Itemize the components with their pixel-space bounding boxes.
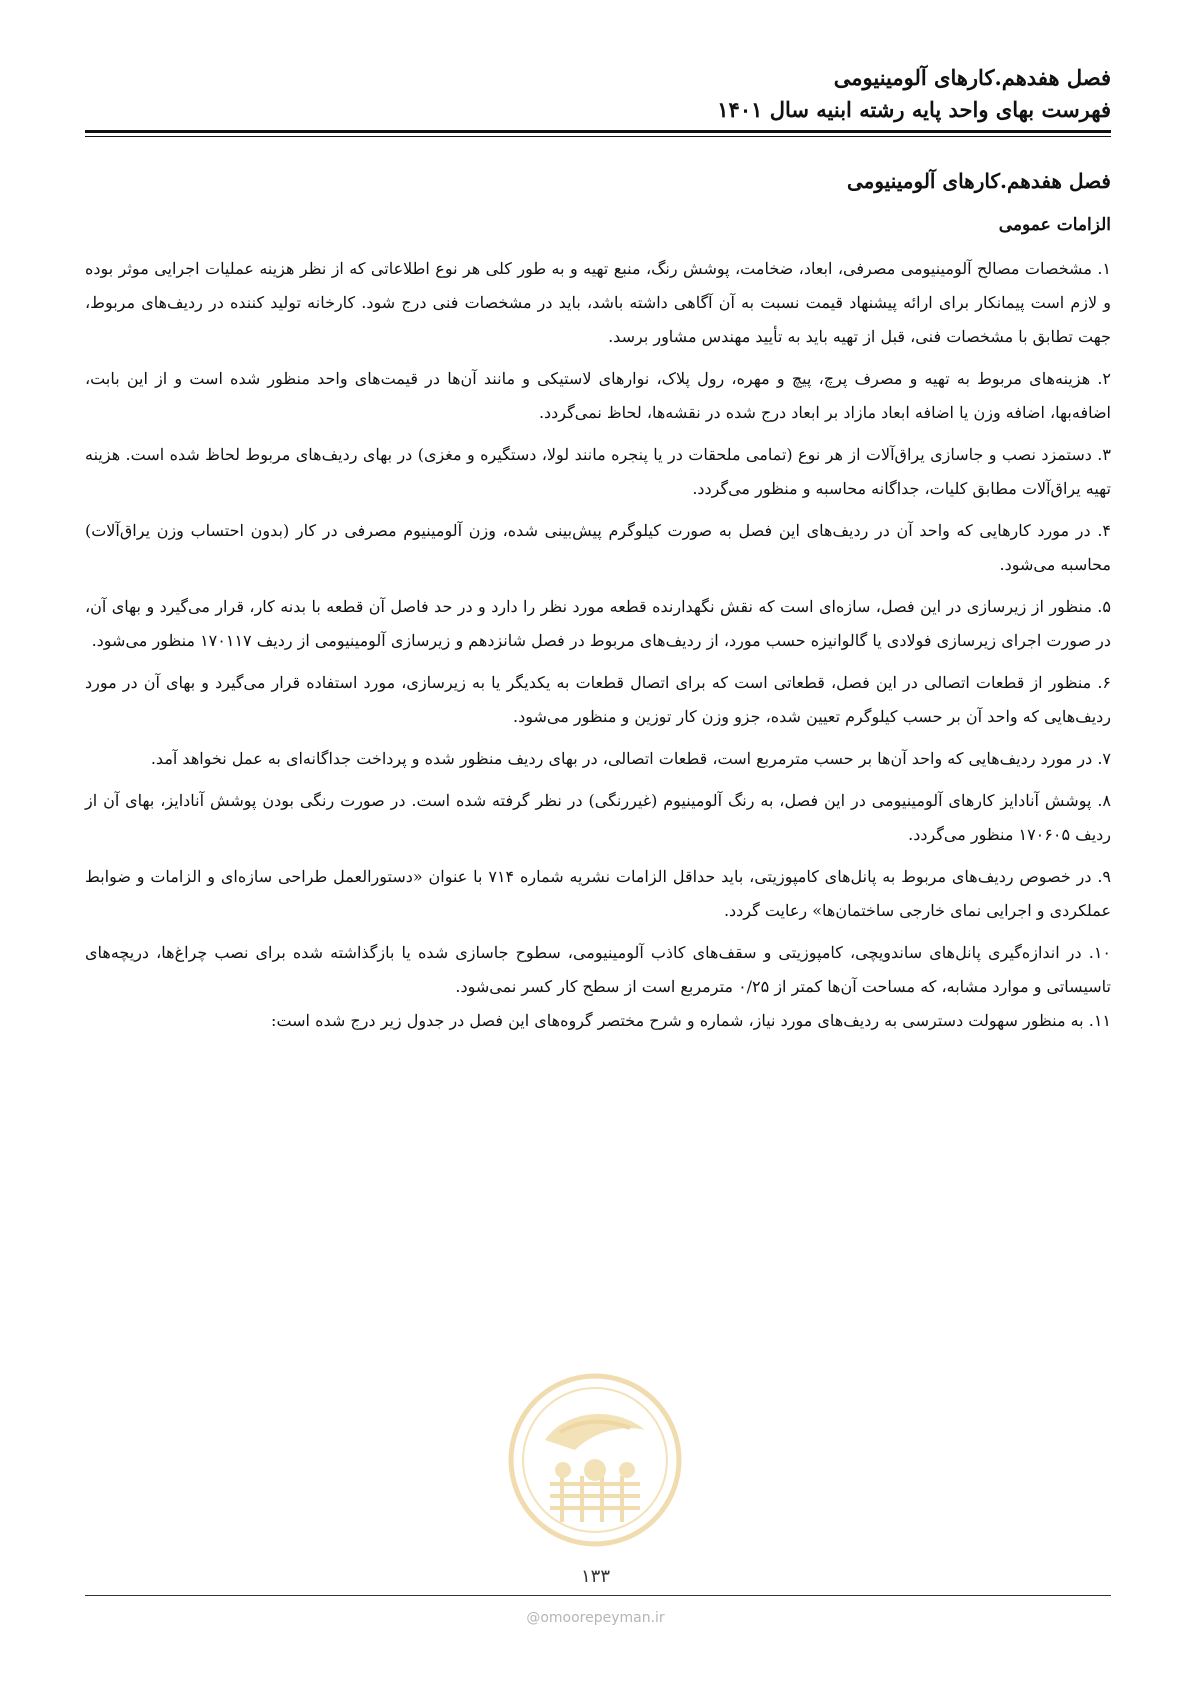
footer-site-link[interactable]: @omoorepeyman.ir — [526, 1610, 665, 1626]
chapter-title: فصل هفدهم.کارهای آلومینیومی — [846, 169, 1111, 193]
paragraph-8: ۸. پوشش آنادایز کارهای آلومینیومی در این فصل، به رنگ آلومینیوم (غیررنگی) در نظر گرفته شده است. در صورت رنگی بودن پوشش آنادایز، بهای آن از ردیف ۱۷۰۶۰۵ منظور می‌گردد. — [85, 791, 1112, 844]
section-title: الزامات عمومی — [998, 215, 1111, 235]
paragraph-3: ۳. دستمزد نصب و جاسازی یراق‌آلات از هر نوع (تمامی ملحقات در یا پنجره مانند لولا، دستگیره و مغزی) در بهای ردیف‌های مربوط لحاظ شده است. هزینه تهیه یراق‌آلات مطابق کلیات، جداگانه محاسبه و منظور می‌گردد. — [85, 445, 1111, 498]
paragraph-10: ۱۰. در اندازه‌گیری پانل‌های ساندویچی، کامپوزیتی و سقف‌های کاذب آلومینیومی، سطوح جاسازی شده یا بازگذاشته شده برای نصب چراغ‌ها، دریچه‌های تاسیساتی و موارد مشابه، که مساحت آن‌ها کمتر از ۰/۲۵ مترمربع است از سطح کار کسر نمی‌شود. — [85, 943, 1111, 996]
paragraph-9: ۹. در خصوص ردیف‌های مربوط به پانل‌های کامپوزیتی، باید حداقل الزامات نشریه شماره ۷۱۴ با عنوان «دستورالعمل طراحی سازه‌ای و الزامات و ضوابط عملکردی و اجرایی نمای خارجی ساختمان‌ها» رعایت گردد. — [85, 867, 1112, 920]
header-chapter-title: فصل هفدهم.کارهای آلومینیومی — [833, 65, 1111, 90]
paragraph-6: ۶. منظور از قطعات اتصالی در این فصل، قطعاتی است که برای اتصال قطعات به یکدیگر یا به زیرسازی، مورد استفاده قرار می‌گیرد و بهای آن در مورد ردیف‌هایی که واحد آن بر حسب کیلوگرم تعیین شده، جزو وزن کار توزین و منظور می‌شود. — [85, 673, 1111, 726]
paragraph-5: ۵. منظور از زیرسازی در این فصل، سازه‌ای است که نقش نگهدارنده قطعه مورد نظر را دارد و در حد فاصل آن قطعه با بدنه کار، قرار می‌گیرد و بهای آن، در صورت اجرای زیرسازی فولادی یا گالوانیزه حسب مورد، از ردیف‌های مربوط در فصل شانزدهم و زیرسازی آلومینیومی از ردیف ۱۷۰۱۱۷ منظور می‌شود. — [85, 597, 1111, 650]
paragraph-7: ۷. در مورد ردیف‌هایی که واحد آن‌ها بر حسب مترمربع است، قطعات اتصالی، در بهای ردیف منظور شده و پرداخت جداگانه‌ای به عمل نخواهد آمد. — [150, 749, 1111, 768]
paragraph-1: ۱. مشخصات مصالح آلومینیومی مصرفی، ابعاد، ضخامت، پوشش رنگ، منبع تهیه و به طور کلی هر نوع اطلاعاتی که از نظر هزینه عملیات اجرایی موثر بوده و لازم است پیمانکار برای ارائه پیشنهاد قیمت نسبت به آن آگاهی داشته باشد، باید در مشخصات فنی درج شود. کارخانه تولید کننده در ردیف‌های مربوط، جهت تطابق با مشخصات فنی، قبل از تهیه باید به تأیید مهندس مشاور برسد. — [85, 259, 1111, 346]
header-divider-thick — [85, 130, 1111, 133]
page-number: ۱۳۳ — [580, 1566, 610, 1587]
watermark-logo-icon — [505, 1370, 685, 1550]
footer-divider — [85, 1595, 1111, 1596]
header-subtitle: فهرست بهای واحد پایه رشته ابنیه سال ۱۴۰۱ — [717, 97, 1111, 122]
paragraph-11: ۱۱. به منظور سهولت دسترسی به ردیف‌های مورد نیاز، شماره و شرح مختصر گروه‌های این فصل در جدول زیر درج شده است: — [271, 1011, 1111, 1030]
main-content — [85, 160, 1111, 1046]
header-divider-thin — [85, 136, 1111, 137]
paragraph-4: ۴. در مورد کارهایی که واحد آن در ردیف‌های این فصل به صورت کیلوگرم پیش‌بینی شده، وزن آلومینیوم مصرفی در کار (بدون احتساب وزن یراق‌آلات) محاسبه می‌شود. — [85, 521, 1111, 574]
running-header — [85, 62, 1111, 126]
paragraph-2: ۲. هزینه‌های مربوط به تهیه و مصرف پرچ، پیچ و مهره، رول پلاک، نوارهای لاستیکی و مانند آن‌ها در قیمت‌های واحد منظور شده است و از این بابت، اضافه‌بها، اضافه وزن یا اضافه ابعاد مازاد بر ابعاد درج شده در نقشه‌ها، لحاظ نمی‌گردد. — [85, 369, 1111, 422]
